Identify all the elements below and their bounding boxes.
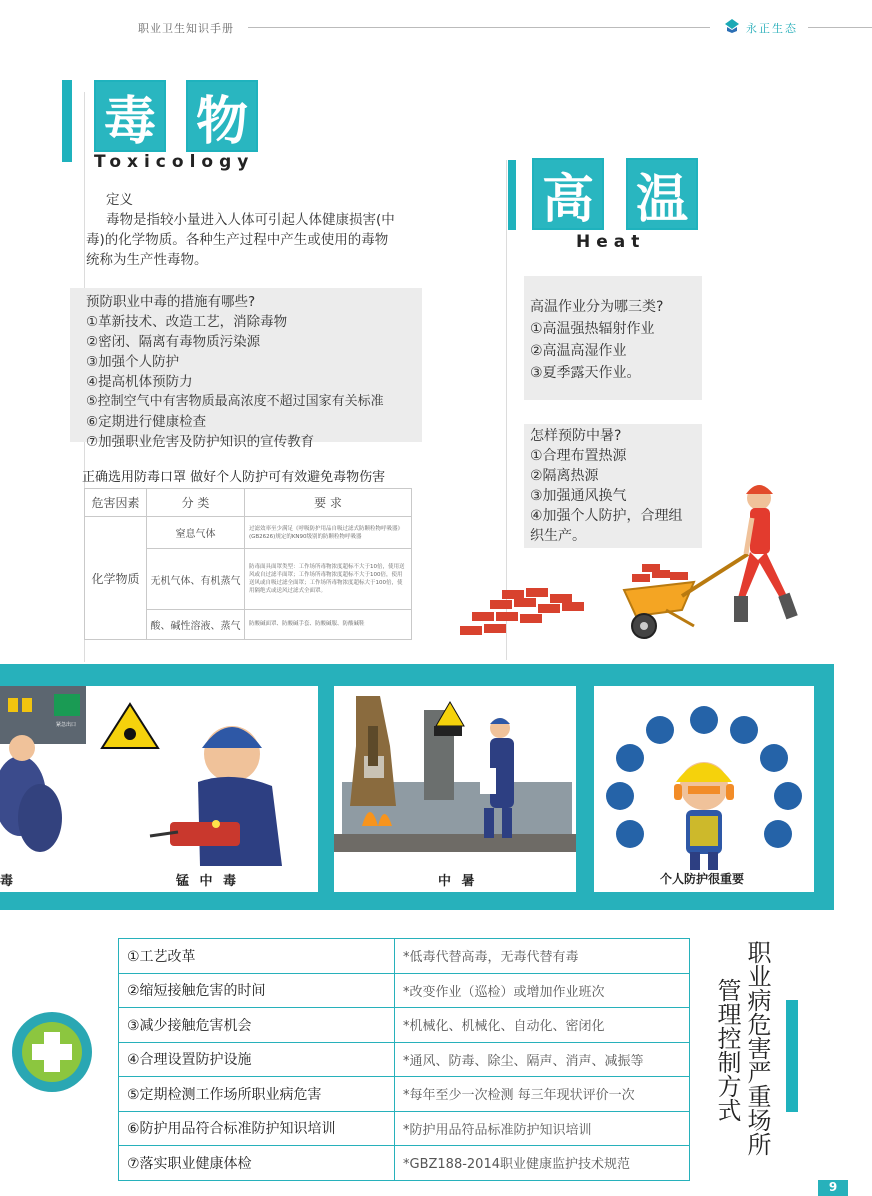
list-item: ④加强个人防护，合理组 bbox=[530, 508, 683, 524]
table-header: 危害因素 bbox=[85, 489, 147, 517]
control-title-line2: 管理控制方式 bbox=[713, 978, 741, 1122]
header-divider-right bbox=[808, 27, 872, 28]
heat-title-char-1: 高 bbox=[532, 158, 604, 230]
table-cell: 防酸碱面罩、防酸碱手套、防酸碱服、防酸碱鞋 bbox=[245, 609, 412, 639]
brand-name: 永正生态 bbox=[746, 22, 798, 35]
panel-label-manganese: 锰 中 毒 bbox=[176, 874, 240, 889]
heat-accent-bar bbox=[508, 160, 516, 230]
control-accent-bar bbox=[786, 1000, 798, 1112]
page-number: 9 bbox=[818, 1180, 848, 1196]
heat-prevent-title: 怎样预防中暑? bbox=[530, 428, 622, 444]
header-divider bbox=[248, 27, 710, 28]
list-item: ②密闭、隔离有毒物质污染源 bbox=[86, 334, 261, 350]
table-row: ①工艺改革 *低毒代替高毒，无毒代替有毒 bbox=[119, 939, 690, 974]
definition-label: 定义 bbox=[106, 192, 133, 208]
table-cell: 无机气体、有机蒸气 bbox=[147, 549, 245, 609]
exit-sign-text: 紧急出口 bbox=[56, 722, 77, 728]
table-row: ④合理设置防护设施 *通风、防毒、除尘、隔声、消声、减振等 bbox=[119, 1042, 690, 1077]
list-item: ①高温强热辐射作业 bbox=[530, 321, 655, 337]
toxic-accent-bar bbox=[62, 80, 72, 162]
panel-label-heatstroke: 中 暑 bbox=[438, 874, 478, 889]
table-cell: 过滤效率至少满足《呼吸防护用品自吸过滤式防颗粒物呼吸器》(GB2626)规定的KN90级别的防颗粒物呼吸器 bbox=[245, 517, 412, 549]
worker-wheelbarrow-illustration bbox=[456, 470, 828, 650]
heat-subtitle: Heat bbox=[576, 232, 646, 252]
list-item: ①革新技术、改造工艺，消除毒物 bbox=[86, 314, 288, 330]
control-title-line1: 职业病危害严重场所 bbox=[743, 940, 771, 1156]
list-item: 织生产。 bbox=[530, 528, 586, 544]
toxic-title-char-2: 物 bbox=[186, 80, 258, 152]
list-item: ①合理布置热源 bbox=[530, 448, 627, 464]
table-header: 要 求 bbox=[245, 489, 412, 517]
ppe-illustration bbox=[594, 686, 814, 892]
table-row: ⑦落实职业健康体检 *GBZ188-2014职业健康监护技术规范 bbox=[119, 1146, 690, 1181]
heat-types-list bbox=[530, 296, 663, 384]
toxic-measures-list bbox=[86, 292, 422, 452]
heatstroke-illustration bbox=[334, 686, 576, 892]
list-item: ⑤控制空气中有害物质最高浓度不超过国家有关标准 bbox=[86, 394, 384, 409]
table-row: ③减少接触危害机会 *机械化、机械化、自动化、密闭化 bbox=[119, 1008, 690, 1043]
table-row: ⑥防护用品符合标准防护知识培训 *防护用品符品标准防护知识培训 bbox=[119, 1111, 690, 1146]
table-row: ②缩短接触危害的时间 *改变作业（巡检）或增加作业班次 bbox=[119, 973, 690, 1008]
list-item: ④提高机体预防力 bbox=[86, 374, 193, 390]
definition-text: 毒物是指较小量进入人体可引起人体健康损害(中 毒)的化学物质。各种生产过程中产生或使用的毒物 统称为生产性毒物。 bbox=[86, 212, 395, 268]
heatstroke-panel bbox=[334, 686, 576, 892]
list-item: ③加强通风换气 bbox=[530, 488, 627, 504]
handbook-title: 职业卫生知识手册 bbox=[138, 22, 234, 35]
manganese-poisoning-panel bbox=[0, 686, 318, 892]
toxic-title-char-1: 毒 bbox=[94, 80, 166, 152]
medical-cross-emblem-icon bbox=[10, 1004, 94, 1098]
table-cell: 化学物质 bbox=[85, 517, 147, 640]
brand-logo-icon bbox=[724, 18, 740, 34]
toxic-subtitle: Toxicology bbox=[94, 152, 255, 172]
list-item: ②隔离热源 bbox=[530, 468, 599, 484]
table-cell: 酸、碱性溶液、蒸气 bbox=[147, 609, 245, 639]
measures-title: 预防职业中毒的措施有哪些? bbox=[86, 294, 256, 310]
list-item: ③夏季露天作业。 bbox=[530, 365, 641, 381]
table-row: ⑤定期检测工作场所职业病危害 *每年至少一次检测 每三年现状评价一次 bbox=[119, 1077, 690, 1112]
ppe-panel bbox=[594, 686, 814, 892]
manganese-poisoning-illustration bbox=[0, 686, 318, 892]
mask-table bbox=[84, 488, 412, 640]
list-item: ⑥定期进行健康检查 bbox=[86, 414, 207, 430]
control-measures-table bbox=[118, 938, 690, 1181]
list-item: ⑦加强职业危害及防护知识的宣传教育 bbox=[86, 434, 315, 450]
panel-label-poison: 毒 bbox=[0, 874, 17, 889]
list-item: ②高温高湿作业 bbox=[530, 343, 627, 359]
heat-title-char-2: 温 bbox=[626, 158, 698, 230]
table-cell: 防毒面具面罩类型：工作场所毒物浓度超标不大于10倍，使用送风或自过滤半面罩；工作场所毒物浓度超标不大于100倍，使用送风或自吸过滤全面罩；工作场所毒物浓度超标大于100倍，使用隔绝式或送风过滤式全面罩。 bbox=[245, 549, 412, 609]
table-header: 分 类 bbox=[147, 489, 245, 517]
panel-label-ppe: 个人防护很重要 bbox=[660, 872, 745, 886]
table-cell: 窒息气体 bbox=[147, 517, 245, 549]
mask-heading: 正确选用防毒口罩 做好个人防护可有效避免毒物伤害 bbox=[82, 470, 386, 485]
list-item: ③加强个人防护 bbox=[86, 354, 180, 370]
heat-types-title: 高温作业分为哪三类? bbox=[530, 299, 664, 315]
